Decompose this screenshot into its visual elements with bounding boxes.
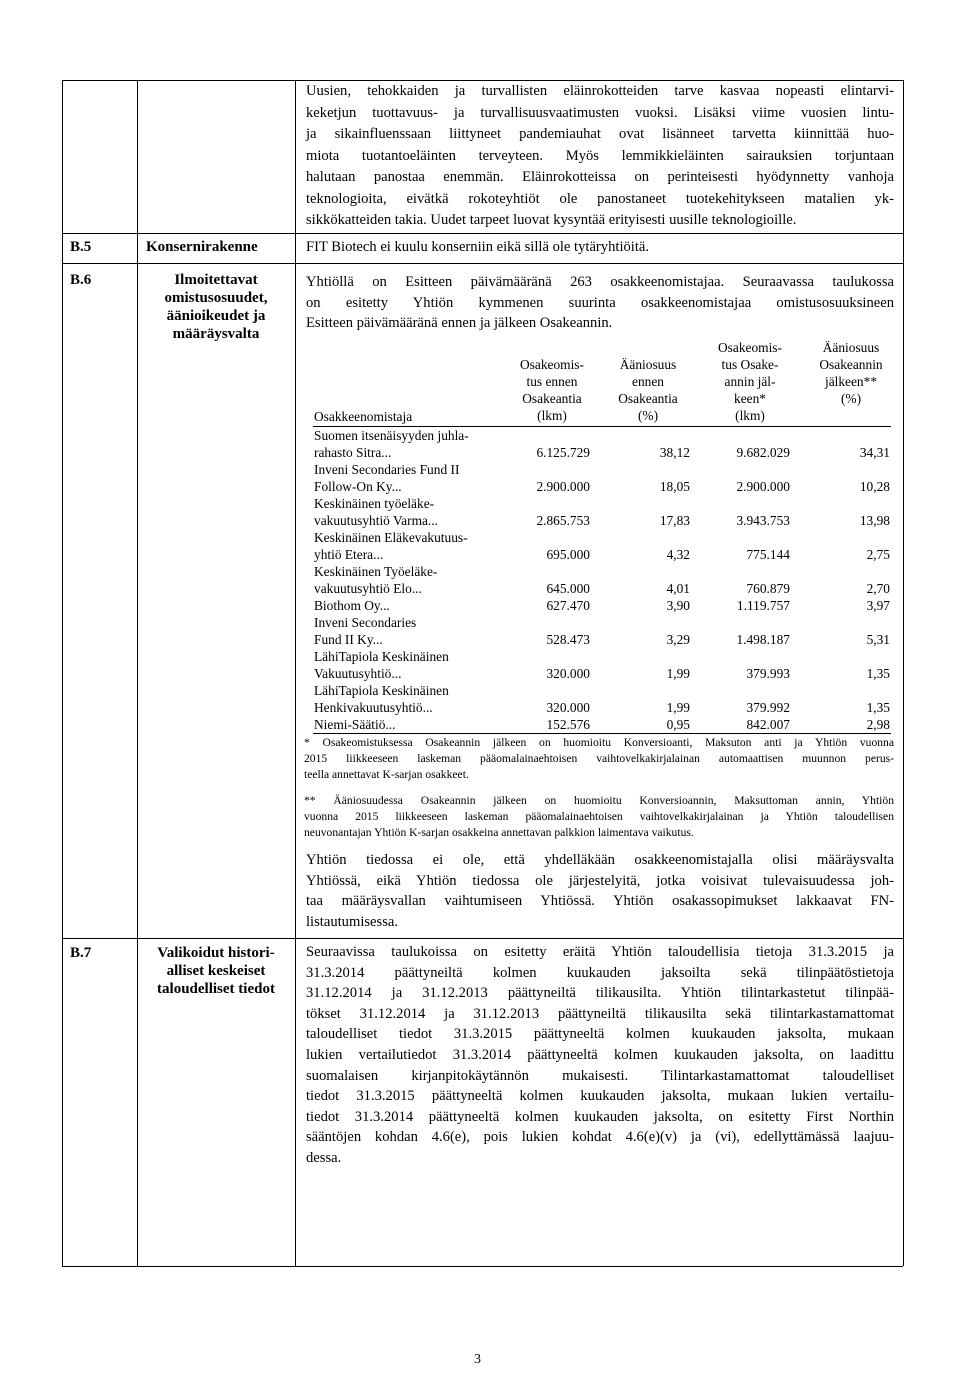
row-shares-before: 152.576 — [546, 717, 590, 732]
frame-left — [62, 80, 63, 1266]
header-line: Osakeantia — [618, 391, 678, 406]
page-number: 3 — [474, 1352, 481, 1367]
text-line: miota tuotantoeläinten terveyteen. Myös lemmikkieläinten sairauksien torjuntaan — [306, 147, 894, 164]
row-name: LähiTapiola Keskinäinen — [314, 649, 449, 664]
row-votes-after: 34,31 — [859, 445, 890, 460]
row-shares-after: 3.943.753 — [736, 513, 790, 528]
row-name: LähiTapiola Keskinäinen — [314, 683, 449, 698]
row-shares-before: 528.473 — [546, 632, 590, 647]
row-name: Suomen itsenäisyyden juhla- — [314, 428, 469, 443]
section-title-b6 — [146, 271, 286, 343]
row-name: rahasto Sitra... — [314, 445, 392, 460]
section-title-b7 — [146, 944, 286, 998]
text-line: Yhtiön tiedossa ei ole, että yhdelläkään osakkeenomistajalla olisi määräysvalta — [306, 852, 894, 868]
section-text-b5: FIT Biotech ei kuulu konserniin eikä sillä ole tytäryhtiöitä. — [306, 239, 650, 255]
text-line: Yhtiöllä on Esitteen päivämääränä 263 osakkeenomistajaa. Seuraavassa taulukossa — [306, 274, 894, 290]
frame-right — [903, 80, 904, 1266]
b6-paragraph-1 — [306, 272, 894, 334]
header-line: tus ennen — [526, 374, 578, 389]
text-line: keketjun tuottavuus- ja turvallisuusvaatimusten vuoksi. Lisäksi viime vuosien lintu- — [306, 104, 894, 121]
note-line: ** Ääniosuudessa Osakeannin jälkeen on huomioitu Konversioannin, Maksuttoman annin, Yhtiön — [304, 794, 894, 807]
header-line: ennen — [632, 374, 664, 389]
row-votes-before: 4,01 — [666, 581, 690, 596]
text-line: sikkökatteiden takia. Uudet tarpeet luovat kysyntää erityisesti uusille teknologioille. — [306, 212, 797, 228]
row-name: Keskinäinen Työeläke- — [314, 564, 438, 579]
title-line: omistusosuudet, — [164, 290, 268, 306]
row-votes-after: 13,98 — [859, 513, 890, 528]
row-shares-after: 775.144 — [746, 547, 790, 562]
b6-paragraph-2 — [306, 850, 894, 932]
row-name: Keskinäinen Eläkevakutuus- — [314, 530, 468, 545]
text-line: dessa. — [306, 1149, 342, 1166]
title-line: taloudelliset tiedot — [157, 981, 275, 997]
header-line: (lkm) — [537, 408, 567, 423]
row-shares-after: 760.879 — [746, 581, 790, 596]
title-line: alliset keskeiset — [166, 963, 266, 979]
header-line: Ääniosuus — [822, 340, 880, 355]
row-shares-after: 1.119.757 — [736, 598, 790, 613]
row-shares-before: 2.865.753 — [536, 513, 590, 528]
frame-col-divider-2 — [295, 80, 296, 1266]
title-line: määräysvalta — [172, 326, 260, 342]
row-name: Inveni Secondaries — [314, 615, 417, 630]
note-line: teella annettavat K-sarjan osakkeet. — [304, 768, 469, 781]
row-shares-before: 645.000 — [546, 581, 590, 596]
header-line: (%) — [840, 391, 862, 406]
note-line: vuonna 2015 liikkeeseen laskeman pääomalainaehtoisen vaihtovelkakirjalainan ja Yhtiön taloudellisen — [304, 810, 894, 823]
text-line: tökset 31.12.2014 ja 31.12.2013 päättyneiltä tilikausilta sekä tilintarkastamattomat — [306, 1005, 894, 1022]
row-shares-before: 320.000 — [546, 700, 590, 715]
header-line: Osakeannin — [819, 357, 883, 372]
header-line: (lkm) — [735, 408, 765, 423]
row-shares-before: 320.000 — [546, 666, 590, 681]
table-header-col4 — [796, 339, 906, 407]
row-votes-before: 1,99 — [666, 666, 690, 681]
row-name: Inveni Secondaries Fund II — [314, 462, 460, 477]
section-code-b7: B.7 — [70, 945, 92, 961]
row-name: Fund II Ky... — [314, 632, 383, 647]
row-votes-after: 1,35 — [866, 700, 890, 715]
row-votes-before: 1,99 — [666, 700, 690, 715]
frame-row-b5-top — [62, 233, 903, 234]
frame-bottom — [62, 1266, 903, 1267]
row-shares-before: 2.900.000 — [536, 479, 590, 494]
row-votes-before: 3,90 — [666, 598, 690, 613]
text-line: tiedot 31.3.2014 päättyneeltä kolmen kuukauden jaksolta, on esitetty First Northin — [306, 1108, 894, 1125]
header-line: tus Osake- — [721, 357, 779, 372]
row-votes-after: 10,28 — [859, 479, 890, 494]
row-name: yhtiö Etera... — [314, 547, 384, 562]
text-line: Uusien, tehokkaiden ja turvallisten eläinrokotteiden tarve kasvaa nopeasti elintarvi- — [306, 83, 894, 99]
header-line: (%) — [637, 408, 659, 423]
text-line: taloudelliset tiedot 31.3.2015 päättyneeltä kolmen kuukauden jaksolta, mukaan — [306, 1026, 894, 1043]
row-votes-after: 2,98 — [866, 717, 890, 732]
table-header-col2 — [598, 356, 698, 424]
note-line: * Osakeomistuksessa Osakeannin jälkeen on huomioitu Konversioanti, Maksuton anti ja Yhtiön vuonna — [304, 736, 894, 749]
title-line: Ilmoitettavat — [174, 272, 258, 288]
row-shares-after: 9.682.029 — [736, 445, 790, 460]
frame-row-b6-top — [62, 263, 903, 264]
text-line: Yhtiössä, eikä Yhtiön tiedossa ole järjestelyitä, jotka voisivat tulevaisuudessa joh- — [306, 872, 894, 889]
row-votes-after: 3,97 — [866, 598, 890, 613]
row-votes-before: 4,32 — [666, 547, 690, 562]
row-shares-before: 695.000 — [546, 547, 590, 562]
frame-row-b7-top — [62, 938, 903, 939]
row-shares-before: 6.125.729 — [536, 445, 590, 460]
row-votes-before: 3,29 — [666, 632, 690, 647]
text-line: ja sikainfluenssaan liittyneet pandemiauhat ovat lisänneet tarvetta kiinnittää huo- — [306, 126, 894, 142]
text-line: sääntöjen kohdan 4.6(e), pois lukien kohdat 4.6(e)(v) ja (vi), edellyttämässä laajuu- — [306, 1129, 894, 1146]
footnote-1 — [304, 735, 894, 783]
text-line: tiedot 31.3.2015 päättyneeltä kolmen kuukauden jaksolta, mukaan lukien vertailu- — [306, 1088, 894, 1105]
header-line: jälkeen** — [824, 374, 878, 389]
table-header-col3 — [700, 339, 800, 424]
row-shares-after: 2.900.000 — [736, 479, 790, 494]
header-line: Osakeomis- — [718, 340, 782, 355]
row-shares-after: 379.993 — [746, 666, 790, 681]
text-line: taa määräysvallan vaihtumiseen Yhtiössä. Yhtiön osakassopimukset lakkaavat FN- — [306, 893, 894, 909]
table-header-col1 — [502, 356, 602, 424]
row-name: Biothom Oy... — [314, 598, 390, 613]
title-line: Valikoidut histori- — [157, 945, 275, 961]
table-bottom-rule — [313, 733, 891, 734]
row-name: vakuutusyhtiö Varma... — [314, 513, 438, 528]
note-line: neuvonantajan Yhtiön K-sarjan osakkeina annettavan palkkion laimentava vaikutus. — [304, 826, 694, 839]
row-name: Vakuutusyhtiö... — [314, 666, 402, 681]
note-line: 2015 liikkeeseen laskeman pääomalainaehtoisen vaihtovelkakirjalainan automaattisen muunnon perus- — [304, 752, 894, 765]
row-shares-after: 842.007 — [746, 717, 790, 732]
row-name: Henkivakuutusyhtiö... — [314, 700, 433, 715]
b7-paragraph — [306, 942, 894, 1169]
row-votes-after: 5,31 — [866, 632, 890, 647]
row-votes-after: 2,70 — [866, 581, 890, 596]
header-line: Ääniosuus — [619, 357, 677, 372]
row-shares-after: 1.498.187 — [736, 632, 790, 647]
text-line: teknologioita, eivätkä rokoteyhtiöt ole panostaneet tuotekehitykseen matalien yk- — [306, 190, 894, 207]
header-line: keen* — [734, 391, 766, 406]
section-title-b5: Konsernirakenne — [146, 239, 258, 255]
text-line: on esitetty Yhtiön kymmenen suurinta osakkeenomistajaa omistusosuuksineen — [306, 294, 894, 311]
row-name: vakuutusyhtiö Elo... — [314, 581, 422, 596]
table-header-col0: Osakkeenomistaja — [314, 409, 413, 424]
text-line: halutaan panostaa enemmän. Eläinrokotteissa on perinteisesti hyödynnetty vanhoja — [306, 169, 894, 185]
text-line: 31.3.2014 päättyneiltä kolmen kuukauden jaksoilta sekä tilinpäätöstietoja — [306, 964, 894, 981]
section-code-b6: B.6 — [70, 272, 92, 288]
intro-paragraph — [306, 81, 894, 232]
section-code-b5: B.5 — [70, 239, 92, 255]
text-line: suomalaisen kirjanpitokäytännön mukaisesti. Tilintarkastamattomat taloudelliset — [306, 1067, 894, 1084]
header-line: Osakeantia — [522, 391, 582, 406]
row-votes-after: 1,35 — [866, 666, 890, 681]
row-votes-before: 18,05 — [659, 479, 690, 494]
frame-col-divider-1 — [137, 80, 138, 1266]
footnote-2 — [304, 793, 894, 841]
header-line: annin jäl- — [724, 374, 776, 389]
row-name: Keskinäinen työeläke- — [314, 496, 435, 511]
row-name: Niemi-Säätiö... — [314, 717, 396, 732]
text-line: lukien vertailutiedot 31.3.2014 päättyneeltä kolmen kuukauden jaksolta, on laadittu — [306, 1046, 894, 1063]
header-line: Osakeomis- — [520, 357, 584, 372]
text-line: Esitteen päivämääränä ennen ja jälkeen Osakeannin. — [306, 315, 613, 331]
text-line: listautumisessa. — [306, 913, 399, 930]
row-votes-before: 0,95 — [666, 717, 690, 732]
text-line: Seuraavissa taulukoissa on esitetty eräitä Yhtiön taloudellisia tietoja 31.3.2015 ja — [306, 944, 894, 960]
row-votes-after: 2,75 — [866, 547, 890, 562]
title-line: äänioikeudet ja — [166, 308, 266, 324]
row-shares-after: 379.992 — [746, 700, 790, 715]
row-name: Follow-On Ky... — [314, 479, 402, 494]
row-votes-before: 17,83 — [659, 513, 690, 528]
text-line: 31.12.2014 ja 31.12.2013 päättyneiltä tilikausilta. Yhtiön tilintarkastetut tilinpää- — [306, 985, 894, 1002]
row-shares-before: 627.470 — [546, 598, 590, 613]
row-votes-before: 38,12 — [659, 445, 690, 460]
